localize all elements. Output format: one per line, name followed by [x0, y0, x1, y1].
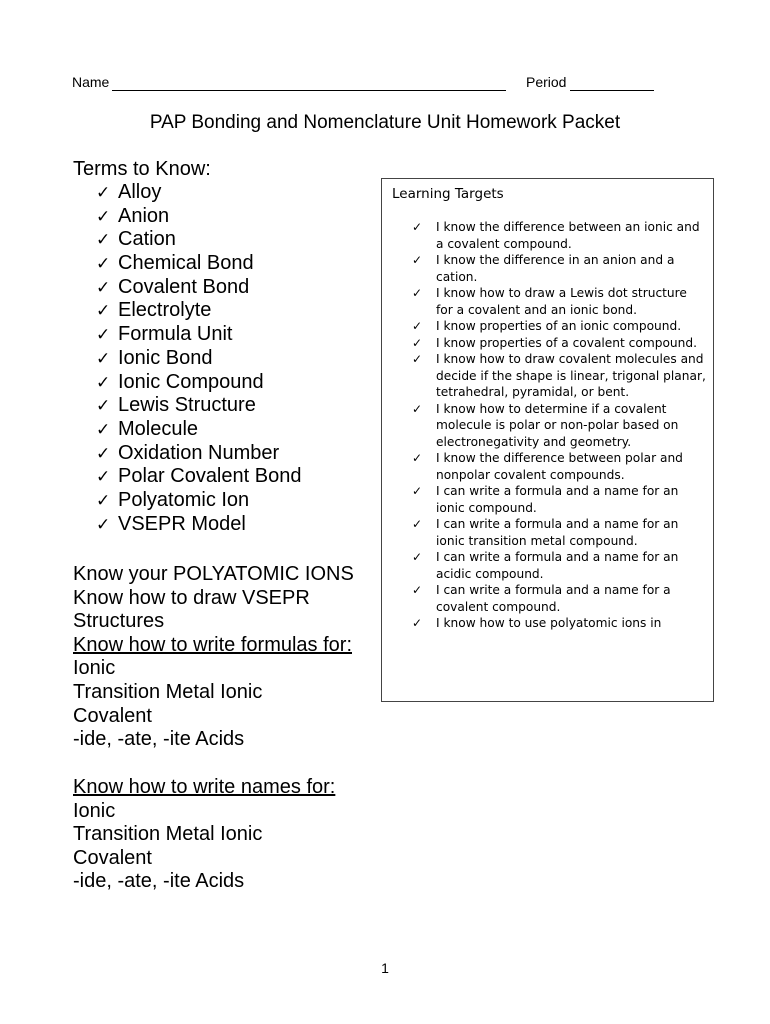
learning-target-item — [412, 401, 707, 451]
learning-target-item — [412, 615, 707, 632]
formulas-heading: Know how to write formulas for: — [73, 633, 352, 656]
term-label: Lewis Structure — [118, 394, 256, 417]
term-label: Polyatomic Ion — [118, 488, 250, 511]
term-item — [96, 276, 301, 300]
learning-target-item — [412, 252, 707, 285]
terms-heading: Terms to Know: — [73, 158, 211, 180]
learning-target-text: I can write a formula and a name for an acidic compound. — [436, 550, 679, 581]
know-vsepr-line2: Structures — [73, 610, 165, 633]
name-item-covalent: Covalent — [73, 846, 152, 869]
checkmark-icon: ✓ — [96, 348, 111, 368]
term-label: Formula Unit — [118, 323, 233, 346]
learning-target-item — [412, 351, 707, 401]
learning-target-text: I know how to draw covalent molecules and decide if the shape is linear, trigonal planar, tetrahedral, pyramidal, or bent. — [436, 352, 706, 399]
checkmark-icon: ✓ — [96, 301, 111, 321]
header-line — [72, 74, 692, 94]
learning-target-item — [412, 516, 707, 549]
formula-item-transition-metal: Transition Metal Ionic — [73, 680, 263, 703]
name-item-ionic: Ionic — [73, 799, 116, 822]
learning-target-text: I know properties of a covalent compound. — [436, 335, 697, 350]
learning-target-text: I know the difference between polar and nonpolar covalent compounds. — [436, 451, 683, 482]
checkmark-icon: ✓ — [96, 183, 111, 202]
checkmark-icon: ✓ — [412, 253, 423, 267]
learning-targets-list — [412, 219, 707, 632]
term-label: Ionic Bond — [118, 346, 213, 369]
learning-target-text: I can write a formula and a name for an ionic compound. — [436, 484, 679, 515]
term-label: Molecule — [118, 417, 199, 440]
learning-target-text: I can write a formula and a name for an ionic transition metal compound. — [436, 517, 679, 548]
term-label: Covalent Bond — [118, 275, 250, 298]
learning-targets-title: Learning Targets — [392, 186, 504, 202]
learning-target-item — [412, 335, 707, 352]
learning-target-text: I know how to determine if a covalent molecule is polar or non-polar based on electronegativity and geometry. — [436, 401, 679, 449]
checkmark-icon: ✓ — [412, 451, 423, 465]
term-item — [96, 181, 301, 205]
learning-target-text: I know the difference between an ionic and a covalent compound. — [436, 220, 700, 251]
term-item — [96, 205, 301, 229]
term-label: VSEPR Model — [118, 512, 246, 535]
checkmark-icon: ✓ — [96, 419, 111, 439]
checkmark-icon: ✓ — [96, 277, 111, 297]
term-label: Ionic Compound — [118, 370, 264, 393]
page-title: PAP Bonding and Nomenclature Unit Homework Packet — [149, 112, 621, 133]
term-item — [96, 371, 301, 395]
learning-target-text: I know how to use polyatomic ions in — [436, 616, 662, 630]
formula-item-covalent: Covalent — [73, 704, 152, 727]
names-heading: Know how to write names for: — [73, 776, 336, 798]
learning-target-text: I know the difference in an anion and a cation. — [436, 253, 675, 284]
checkmark-icon: ✓ — [412, 286, 423, 300]
terms-list — [96, 181, 301, 536]
learning-target-item — [412, 582, 707, 615]
term-item — [96, 442, 301, 466]
checkmark-icon: ✓ — [412, 484, 423, 498]
learning-target-item — [412, 318, 707, 335]
name-blank-line[interactable] — [112, 90, 506, 91]
checkmark-icon: ✓ — [96, 230, 111, 250]
formula-item-ionic: Ionic — [73, 657, 116, 680]
learning-target-text: I know properties of an ionic compound. — [436, 319, 682, 333]
know-formulas-block — [73, 563, 354, 752]
checkmark-icon: ✓ — [96, 325, 111, 345]
checkmark-icon: ✓ — [96, 206, 111, 226]
learning-targets-box — [381, 178, 714, 702]
learning-target-item — [412, 483, 707, 516]
term-item — [96, 228, 301, 252]
checkmark-icon: ✓ — [96, 372, 111, 392]
formula-item-acids: -ide, -ate, -ite Acids — [73, 728, 245, 751]
know-polyatomic-ions: Know your POLYATOMIC IONS — [73, 563, 354, 585]
checkmark-icon: ✓ — [412, 517, 423, 531]
term-label: Chemical Bond — [118, 252, 254, 275]
learning-target-item — [412, 450, 707, 483]
checkmark-icon: ✓ — [96, 443, 111, 463]
learning-target-text: I can write a formula and a name for a covalent compound. — [436, 583, 671, 614]
term-item — [96, 299, 301, 323]
name-label: Name — [72, 74, 110, 90]
term-item — [96, 323, 301, 347]
page-number: 1 — [381, 960, 389, 976]
term-item — [96, 418, 301, 442]
term-label: Cation — [118, 228, 176, 251]
checkmark-icon: ✓ — [412, 550, 423, 564]
term-item — [96, 347, 301, 371]
checkmark-icon: ✓ — [412, 583, 423, 597]
know-vsepr-line1: Know how to draw VSEPR — [73, 586, 310, 609]
checkmark-icon: ✓ — [412, 220, 423, 234]
checkmark-icon: ✓ — [412, 319, 423, 333]
learning-target-text: I know how to draw a Lewis dot structure for a covalent and an ionic bond. — [436, 286, 687, 317]
term-label: Anion — [118, 204, 170, 227]
checkmark-icon: ✓ — [96, 254, 111, 274]
term-label: Alloy — [118, 181, 162, 203]
checkmark-icon: ✓ — [412, 335, 423, 350]
checkmark-icon: ✓ — [96, 467, 111, 487]
checkmark-icon: ✓ — [412, 401, 423, 416]
checkmark-icon: ✓ — [96, 396, 111, 416]
name-item-transition-metal: Transition Metal Ionic — [73, 823, 263, 846]
term-item — [96, 465, 301, 489]
learning-target-item — [412, 285, 707, 318]
period-label: Period — [526, 74, 567, 90]
term-label: Oxidation Number — [118, 441, 280, 464]
term-item — [96, 489, 301, 513]
checkmark-icon: ✓ — [96, 490, 111, 510]
term-label: Electrolyte — [118, 299, 212, 322]
learning-target-item — [412, 219, 707, 252]
checkmark-icon: ✓ — [96, 514, 111, 534]
term-label: Polar Covalent Bond — [118, 465, 302, 488]
period-blank-line[interactable] — [570, 90, 654, 91]
know-names-block — [73, 776, 335, 894]
term-item — [96, 513, 301, 537]
name-item-acids: -ide, -ate, -ite Acids — [73, 870, 245, 893]
term-item — [96, 394, 301, 418]
checkmark-icon: ✓ — [412, 352, 423, 366]
learning-target-item — [412, 549, 707, 582]
checkmark-icon: ✓ — [412, 616, 423, 630]
term-item — [96, 252, 301, 276]
